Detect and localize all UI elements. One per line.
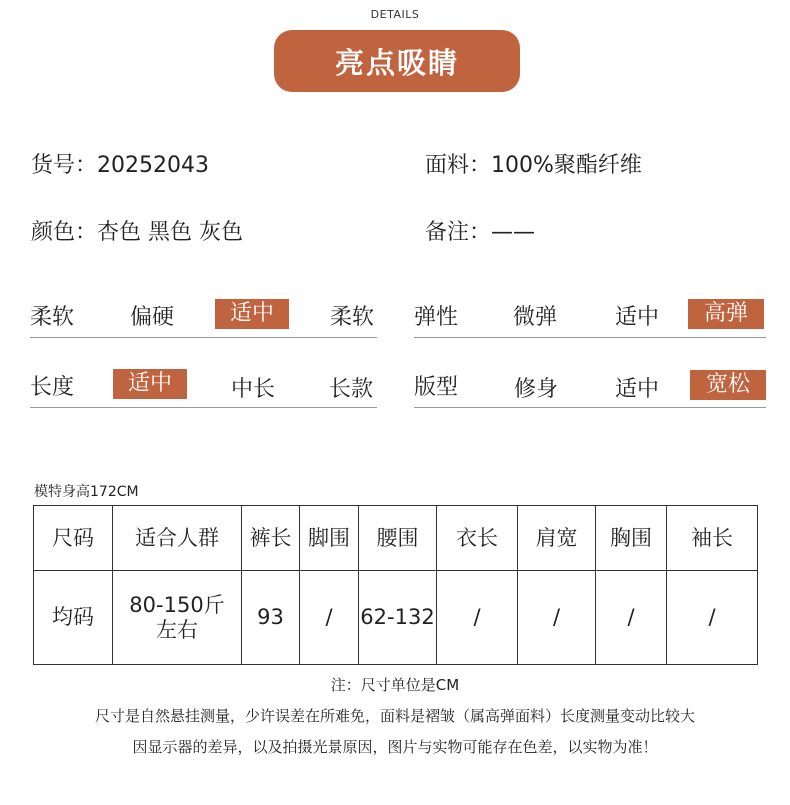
- fit-option-selected: 宽松: [690, 370, 766, 400]
- length-option: 长款: [328, 377, 373, 402]
- softness-option-selected: 适中: [215, 299, 289, 329]
- header-cell: 衣长: [437, 506, 518, 571]
- header-cell: 脚围: [300, 506, 359, 571]
- item-number: 货号：20252043: [31, 153, 209, 178]
- value-cell: 93: [242, 571, 300, 665]
- fit-range-cell: 80-150斤 左右: [113, 571, 242, 665]
- length-option: 中长: [230, 377, 275, 402]
- disclaimer-line-2: 因显示器的差异，以及拍摄光景原因，图片与实物可能存在色差，以实物为准！: [132, 738, 658, 756]
- value-cell: 62-132: [359, 571, 437, 665]
- elasticity-option: 微弹: [512, 305, 557, 330]
- fit-option: 适中: [614, 377, 659, 402]
- length-option-selected: 适中: [113, 369, 187, 399]
- softness-option: 柔软: [329, 305, 374, 330]
- color-info: 颜色：杏色 黑色 灰色: [31, 220, 243, 245]
- size-cell: 均码: [34, 571, 113, 665]
- section-title: 亮点吸睛: [274, 30, 520, 92]
- size-table: [33, 505, 758, 665]
- details-label: DETAILS: [370, 8, 420, 21]
- header-cell: 袖长: [667, 506, 758, 571]
- fit-option: 修身: [513, 377, 558, 402]
- fit-label: 版型: [414, 375, 459, 400]
- table-header-row: [34, 506, 758, 571]
- unit-note: 注：尺寸单位是CM: [330, 676, 460, 694]
- header-cell: 尺码: [34, 506, 113, 571]
- divider: [414, 337, 766, 338]
- value-cell: /: [437, 571, 518, 665]
- value-cell: /: [300, 571, 359, 665]
- elasticity-label: 弹性: [414, 305, 459, 330]
- divider: [30, 407, 377, 408]
- softness-label: 柔软: [30, 305, 75, 330]
- fabric-info: 面料：100%聚酯纤维: [425, 153, 642, 178]
- elasticity-option: 适中: [614, 305, 659, 330]
- value-cell: /: [518, 571, 596, 665]
- header-cell: 腰围: [359, 506, 437, 571]
- divider: [30, 337, 377, 338]
- model-height-note: 模特身高172CM: [34, 484, 139, 500]
- remark-info: 备注：——: [425, 220, 536, 245]
- value-cell: /: [667, 571, 758, 665]
- table-row: [34, 571, 758, 665]
- header-cell: 适合人群: [113, 506, 242, 571]
- disclaimer-line-1: 尺寸是自然悬挂测量，少许误差在所难免，面料是褶皱（属高弹面料）长度测量变动比较大: [94, 707, 695, 725]
- length-label: 长度: [30, 375, 75, 400]
- header-cell: 肩宽: [518, 506, 596, 571]
- elasticity-option-selected: 高弹: [688, 299, 764, 329]
- header-cell: 裤长: [242, 506, 300, 571]
- header-cell: 胸围: [596, 506, 667, 571]
- softness-option: 偏硬: [129, 305, 174, 330]
- value-cell: /: [596, 571, 667, 665]
- divider: [414, 407, 766, 408]
